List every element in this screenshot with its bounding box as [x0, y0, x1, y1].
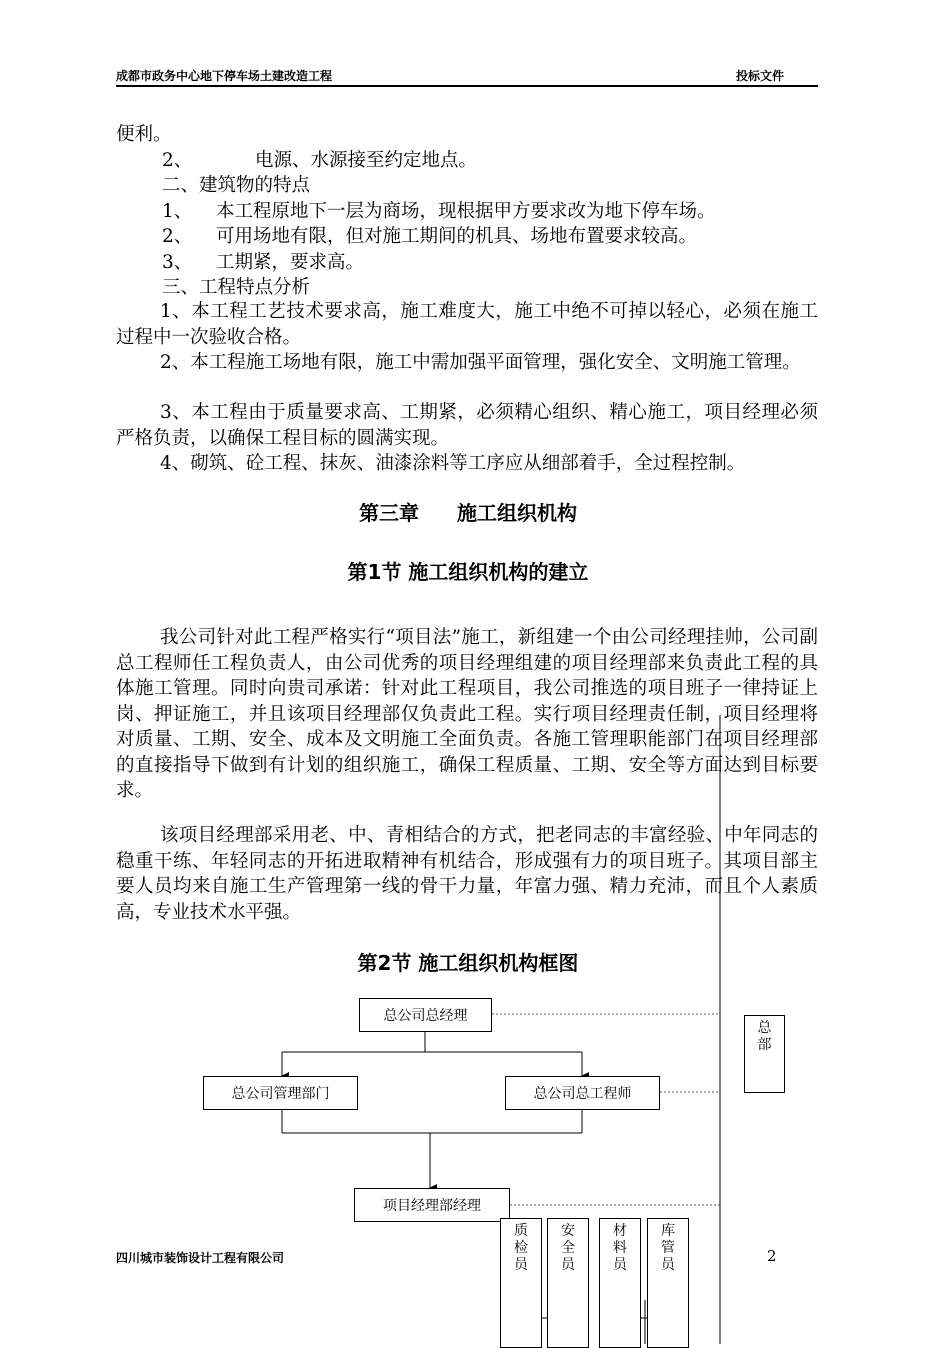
box-management-dept: 总公司管理部门	[203, 1076, 358, 1110]
building-item-1-text: 本工程原地下一层为商场，现根据甲方要求改为地下停车场。	[216, 201, 716, 222]
section-2-heading: 第2节 施工组织机构框图	[357, 951, 579, 975]
building-item-3-text: 工期紧，要求高。	[216, 252, 365, 273]
box-warehouse-keeper	[647, 1218, 689, 1348]
page-number: 2	[767, 1247, 777, 1265]
box-materials-officer	[599, 1218, 641, 1348]
analysis-item-3: 3、本工程由于质量要求高、工期紧，必须精心组织、精心施工，项目经理必须严格负责，以确保工程目标的圆满实现。	[116, 402, 818, 449]
section-analysis-heading: 三、工程特点分析	[162, 277, 311, 298]
chapter-number: 第三章	[359, 501, 419, 525]
box-safety-officer	[547, 1218, 589, 1348]
section-1-paragraph-2: 该项目经理部采用老、中、青相结合的方式，把老同志的丰富经验、中年同志的稳重干练、年轻同志的开拓进取精神有机结合，形成强有力的项目班子。其项目部主要人员均来自施工生产管理第一线的骨干力量，年富力强、精力充沛，而且个人素质高，专业技术水平强。	[116, 825, 818, 923]
quality-inspector-label: 质检员	[514, 1223, 528, 1273]
section-1-heading: 第1节 施工组织机构的建立	[347, 560, 589, 584]
footer-company: 四川城市装饰设计工程有限公司	[116, 1251, 285, 1265]
safety-officer-label: 安全员	[561, 1223, 575, 1273]
building-item-1-number: 1、	[162, 201, 193, 222]
headquarters-label: 总部	[757, 1020, 772, 1053]
building-item-3-number: 3、	[162, 252, 193, 273]
item-power-text: 电源、水源接至约定地点。	[255, 150, 478, 171]
box-quality-inspector	[500, 1218, 542, 1348]
header-title: 成都市政务中心地下停车场土建改造工程	[116, 69, 333, 83]
box-project-manager: 项目经理部经理	[354, 1188, 510, 1222]
section-1-paragraph-1: 我公司针对此工程严格实行“项目法”施工，新组建一个由公司经理挂帅，公司副总工程师任工程负责人，由公司优秀的项目经理组建的项目经理部来负责此工程的具体施工管理。同时向贵司承诺：针对此工程项目，我公司推选的项目班子一律持证上岗、押证施工，并且该项目经理部仅负责此工程。实行项目经理责任制，项目经理将对质量、工期、安全、成本及文明施工全面负责。各施工管理职能部门在项目经理部的直接指导下做到有计划的组织施工，确保工程质量、工期、安全等方面达到目标要求。	[116, 627, 818, 801]
header-doc-type: 投标文件	[736, 69, 785, 83]
analysis-item-1: 1、本工程工艺技术要求高，施工难度大，施工中绝不可掉以轻心，必须在施工过程中一次验收合格。	[116, 301, 818, 348]
section-building-heading: 二、建筑物的特点	[162, 175, 311, 196]
materials-officer-label: 材料员	[613, 1223, 627, 1273]
box-headquarters	[744, 1015, 785, 1093]
chapter-title: 施工组织机构	[457, 501, 577, 525]
building-item-2-text: 可用场地有限，但对施工期间的机具、场地布置要求较高。	[216, 226, 698, 247]
box-chief-engineer: 总公司总工程师	[505, 1076, 660, 1110]
item-power-number: 2、	[162, 150, 193, 171]
line-convenient: 便利。	[116, 124, 172, 145]
analysis-item-4: 4、砌筑、砼工程、抹灰、油漆涂料等工序应从细部着手，全过程控制。	[160, 453, 746, 474]
warehouse-keeper-label: 库管员	[661, 1223, 675, 1273]
building-item-2-number: 2、	[162, 226, 193, 247]
box-general-manager: 总公司总经理	[359, 998, 492, 1032]
analysis-item-2: 2、本工程施工场地有限，施工中需加强平面管理，强化安全、文明施工管理。	[160, 352, 801, 373]
